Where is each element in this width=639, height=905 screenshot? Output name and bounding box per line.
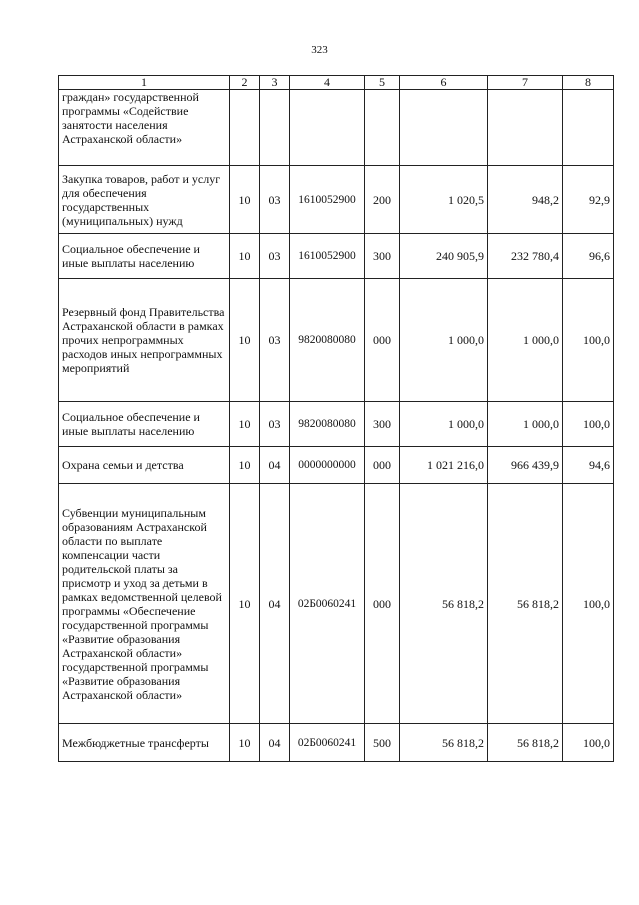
cell-target-code	[290, 90, 365, 166]
cell-percent: 92,9	[563, 166, 614, 234]
cell-target-code: 1610052900	[290, 166, 365, 234]
cell-subsection: 04	[260, 724, 290, 762]
cell-planned: 240 905,9	[400, 234, 488, 279]
cell-executed: 966 439,9	[488, 447, 563, 484]
cell-percent: 100,0	[563, 279, 614, 402]
row-name: Социальное обеспечение и иные выплаты населению	[59, 234, 230, 279]
column-header: 6	[400, 76, 488, 90]
column-header: 5	[365, 76, 400, 90]
column-header: 2	[230, 76, 260, 90]
cell-percent: 100,0	[563, 484, 614, 724]
cell-target-code: 9820080080	[290, 279, 365, 402]
cell-subsection: 03	[260, 279, 290, 402]
cell-expense-type: 300	[365, 234, 400, 279]
cell-expense-type: 000	[365, 484, 400, 724]
cell-target-code: 0000000000	[290, 447, 365, 484]
cell-subsection: 04	[260, 484, 290, 724]
cell-section: 10	[230, 166, 260, 234]
cell-section: 10	[230, 447, 260, 484]
table-row	[59, 166, 614, 234]
cell-planned: 56 818,2	[400, 724, 488, 762]
cell-executed: 56 818,2	[488, 484, 563, 724]
cell-percent: 100,0	[563, 402, 614, 447]
cell-percent	[563, 90, 614, 166]
cell-planned: 1 000,0	[400, 402, 488, 447]
row-name: Межбюджетные трансферты	[59, 724, 230, 762]
cell-expense-type: 300	[365, 402, 400, 447]
cell-expense-type: 000	[365, 279, 400, 402]
column-header: 8	[563, 76, 614, 90]
cell-executed: 56 818,2	[488, 724, 563, 762]
row-name: Резервный фонд Правительства Астраханской области в рамках прочих непрограммных расходов иных непрограммных мероприятий	[59, 279, 230, 402]
row-name: Закупка товаров, работ и услуг для обеспечения государственных (муниципальных) нужд	[59, 166, 230, 234]
page-number: 323	[311, 44, 328, 56]
cell-executed	[488, 90, 563, 166]
cell-section: 10	[230, 279, 260, 402]
cell-target-code: 1610052900	[290, 234, 365, 279]
cell-target-code: 02Б0060241	[290, 484, 365, 724]
column-header: 1	[59, 76, 230, 90]
cell-expense-type: 200	[365, 166, 400, 234]
cell-expense-type	[365, 90, 400, 166]
cell-planned: 1 000,0	[400, 279, 488, 402]
table-row	[59, 234, 614, 279]
cell-executed: 948,2	[488, 166, 563, 234]
header-row	[59, 76, 614, 90]
cell-expense-type: 500	[365, 724, 400, 762]
row-name: Субвенции муниципальным образованиям Астраханской области по выплате компенсации части родительской платы за присмотр и уход за детьми в рамках ведомственной целевой программы «Обеспечение государственной программы «Развитие образования Астраханской области» государственной программы «Развитие образования Астраханской области»	[59, 484, 230, 724]
column-header: 4	[290, 76, 365, 90]
cell-executed: 232 780,4	[488, 234, 563, 279]
row-name: граждан» государственной программы «Содействие занятости населения Астраханской области»	[59, 90, 230, 166]
cell-percent: 100,0	[563, 724, 614, 762]
cell-expense-type: 000	[365, 447, 400, 484]
cell-planned: 1 021 216,0	[400, 447, 488, 484]
cell-section: 10	[230, 724, 260, 762]
table-row	[59, 724, 614, 762]
cell-planned: 1 020,5	[400, 166, 488, 234]
table-row	[59, 402, 614, 447]
cell-section: 10	[230, 484, 260, 724]
cell-section: 10	[230, 234, 260, 279]
table-row	[59, 484, 614, 724]
cell-percent: 94,6	[563, 447, 614, 484]
cell-planned	[400, 90, 488, 166]
cell-subsection: 04	[260, 447, 290, 484]
cell-subsection: 03	[260, 402, 290, 447]
cell-planned: 56 818,2	[400, 484, 488, 724]
column-header: 3	[260, 76, 290, 90]
cell-executed: 1 000,0	[488, 279, 563, 402]
table-row	[59, 447, 614, 484]
cell-subsection	[260, 90, 290, 166]
budget-table	[58, 75, 614, 762]
cell-subsection: 03	[260, 234, 290, 279]
table-row	[59, 90, 614, 166]
row-name: Охрана семьи и детства	[59, 447, 230, 484]
cell-executed: 1 000,0	[488, 402, 563, 447]
cell-section	[230, 90, 260, 166]
cell-section: 10	[230, 402, 260, 447]
row-name: Социальное обеспечение и иные выплаты населению	[59, 402, 230, 447]
cell-target-code: 02Б0060241	[290, 724, 365, 762]
column-header: 7	[488, 76, 563, 90]
cell-percent: 96,6	[563, 234, 614, 279]
cell-target-code: 9820080080	[290, 402, 365, 447]
cell-subsection: 03	[260, 166, 290, 234]
table-row	[59, 279, 614, 402]
